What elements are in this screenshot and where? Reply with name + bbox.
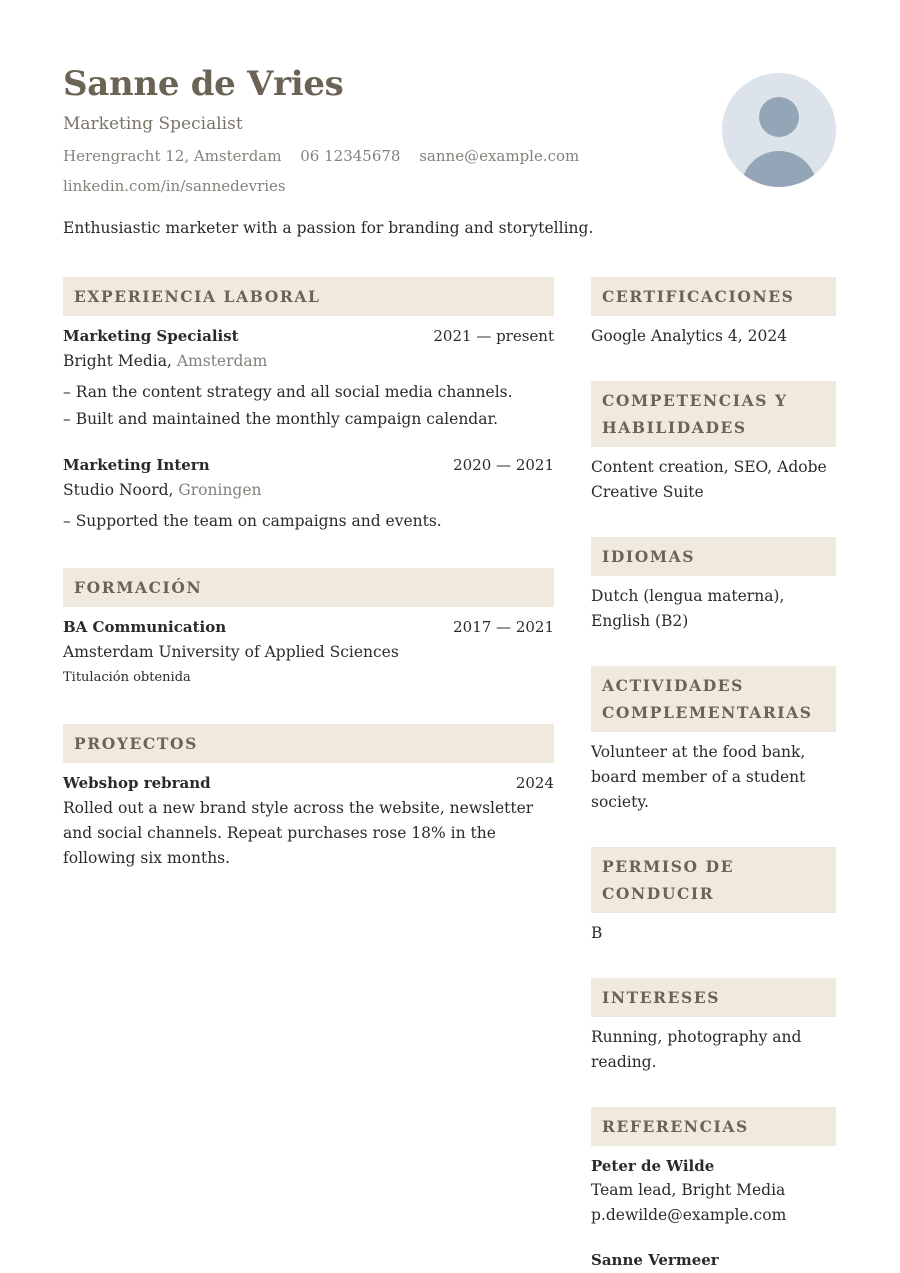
projects-heading: PROYECTOS: [63, 724, 554, 763]
skills-text: Content creation, SEO, Adobe Creative Suite: [591, 458, 827, 501]
avatar-placeholder-icon: [722, 73, 836, 187]
experience-section: [63, 277, 554, 535]
languages-section: [591, 537, 836, 634]
education-section: [63, 568, 554, 688]
certifications-text: Google Analytics 4, 2024: [591, 327, 788, 345]
school-name: Amsterdam University of Applied Sciences: [63, 643, 399, 661]
job-bullets: [63, 508, 554, 535]
reference-email[interactable]: p.dewilde@example.com: [591, 1206, 787, 1224]
employer-name: Studio Noord: [63, 481, 169, 499]
license-heading: PERMISO DE CONDUCIR: [591, 847, 836, 913]
skills-section: [591, 381, 836, 505]
interests-section: [591, 978, 836, 1075]
reference-entry: [591, 1248, 836, 1272]
contact-linkedin[interactable]: linkedin.com/in/sannedevries: [63, 177, 286, 195]
avatar-head: [759, 97, 799, 137]
project-description: Rolled out a new brand style across the website, newsletter and social channels. Repeat purchases rose 18% in the following six months.: [63, 799, 534, 867]
reference-role: Team lead, Bright Media: [591, 1181, 786, 1199]
job-title: Marketing Intern: [63, 456, 210, 474]
interests-heading: INTERESES: [591, 978, 836, 1017]
profile-summary: Enthusiastic marketer with a passion for branding and storytelling.: [63, 219, 594, 237]
certifications-heading: CERTIFICACIONES: [591, 277, 836, 316]
education-heading: FORMACIÓN: [63, 568, 554, 607]
activities-text: Volunteer at the food bank, board member of a student society.: [591, 743, 806, 811]
languages-text: Dutch (lengua materna), English (B2): [591, 587, 785, 630]
contact-info: [63, 145, 703, 197]
contact-phone: 06 12345678: [300, 147, 401, 165]
bullet-item: – Ran the content strategy and all social media channels.: [63, 379, 554, 406]
languages-heading: IDIOMAS: [591, 537, 836, 576]
experience-entry: [63, 455, 554, 535]
certifications-section: [591, 277, 836, 349]
references-heading: REFERENCIAS: [591, 1107, 836, 1146]
references-section: [591, 1107, 836, 1272]
project-year: 2024: [515, 774, 554, 792]
resume-header: [63, 62, 703, 197]
employer-name: Bright Media: [63, 352, 167, 370]
candidate-name: Sanne de Vries: [63, 64, 344, 104]
job-dates: 2021 — present: [433, 327, 554, 345]
project-name: Webshop rebrand: [63, 774, 211, 792]
degree-title: BA Communication: [63, 618, 227, 636]
job-employer: Studio Noord, Groningen: [63, 481, 262, 499]
avatar-body: [741, 151, 817, 187]
job-title: Marketing Specialist: [63, 327, 239, 345]
employer-location: Groningen: [178, 481, 262, 499]
skills-heading: COMPETENCIAS Y HABILIDADES: [591, 381, 836, 447]
license-text: B: [591, 924, 603, 942]
main-column: [63, 277, 554, 871]
job-dates: 2020 — 2021: [453, 456, 554, 474]
education-entry: [63, 617, 554, 688]
employer-location: Amsterdam: [176, 352, 268, 370]
activities-heading: ACTIVIDADES COMPLEMENTARIAS: [591, 666, 836, 732]
project-entry: [63, 773, 554, 871]
candidate-role: Marketing Specialist: [63, 114, 243, 134]
license-section: [591, 847, 836, 946]
contact-email[interactable]: sanne@example.com: [419, 147, 580, 165]
experience-entry: [63, 326, 554, 433]
experience-heading: EXPERIENCIA LABORAL: [63, 277, 554, 316]
activities-section: [591, 666, 836, 815]
reference-name: Peter de Wilde: [591, 1157, 715, 1175]
reference-name: Sanne Vermeer: [591, 1251, 719, 1269]
job-bullets: [63, 379, 554, 433]
bullet-item: – Built and maintained the monthly campaign calendar.: [63, 406, 554, 433]
job-employer: Bright Media, Amsterdam: [63, 352, 268, 370]
education-note: Titulación obtenida: [63, 670, 191, 685]
bullet-item: – Supported the team on campaigns and events.: [63, 508, 554, 535]
projects-section: [63, 724, 554, 871]
reference-entry: [591, 1154, 836, 1228]
sidebar-column: [591, 277, 836, 1272]
interests-text: Running, photography and reading.: [591, 1028, 802, 1071]
education-dates: 2017 — 2021: [453, 618, 554, 636]
contact-address: Herengracht 12, Amsterdam: [63, 147, 282, 165]
